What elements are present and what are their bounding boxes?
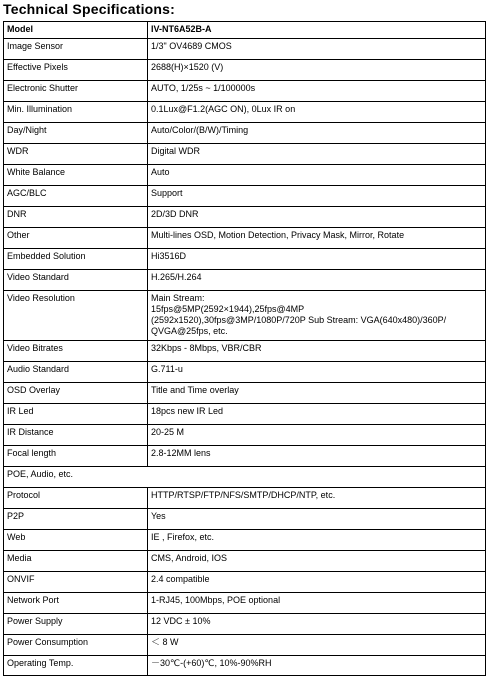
spec-label: Image Sensor — [4, 39, 148, 60]
spec-label: Video Resolution — [4, 291, 148, 341]
spec-label: Network Port — [4, 593, 148, 614]
spec-row — [4, 425, 486, 446]
spec-value: IV-NT6A52B-A — [148, 22, 486, 39]
spec-value: Auto — [148, 165, 486, 186]
spec-row — [4, 207, 486, 228]
spec-row — [4, 60, 486, 81]
spec-row — [4, 572, 486, 593]
spec-row — [4, 102, 486, 123]
spec-label: Video Bitrates — [4, 341, 148, 362]
spec-row — [4, 291, 486, 341]
spec-label: Other — [4, 228, 148, 249]
spec-row — [4, 249, 486, 270]
spec-value: Yes — [148, 509, 486, 530]
spec-value: CMS, Android, IOS — [148, 551, 486, 572]
spec-value: 2D/3D DNR — [148, 207, 486, 228]
spec-row — [4, 383, 486, 404]
spec-row — [4, 81, 486, 102]
spec-row — [4, 530, 486, 551]
spec-value: 2688(H)×1520 (V) — [148, 60, 486, 81]
spec-row — [4, 551, 486, 572]
spec-value: Hi3516D — [148, 249, 486, 270]
spec-row — [4, 123, 486, 144]
spec-row — [4, 186, 486, 207]
spec-row — [4, 488, 486, 509]
spec-label: Focal length — [4, 446, 148, 467]
spec-label: IR Distance — [4, 425, 148, 446]
spec-value: 1/3" OV4689 CMOS — [148, 39, 486, 60]
spec-value: 32Kbps - 8Mbps, VBR/CBR — [148, 341, 486, 362]
spec-row — [4, 228, 486, 249]
spec-value: Digital WDR — [148, 144, 486, 165]
spec-value: Support — [148, 186, 486, 207]
page-title: Technical Specifications: — [3, 1, 176, 17]
spec-value: 18pcs new IR Led — [148, 404, 486, 425]
spec-value: Auto/Color/(B/W)/Timing — [148, 123, 486, 144]
spec-row — [4, 656, 486, 676]
spec-label: Power Supply — [4, 614, 148, 635]
spec-label: Power Consumption — [4, 635, 148, 656]
spec-value: IE , Firefox, etc. — [148, 530, 486, 551]
spec-row — [4, 341, 486, 362]
spec-label: WDR — [4, 144, 148, 165]
spec-value: 2.4 compatible — [148, 572, 486, 593]
spec-row — [4, 446, 486, 467]
spec-value: G.711-u — [148, 362, 486, 383]
spec-row — [4, 404, 486, 425]
spec-label: DNR — [4, 207, 148, 228]
spec-row — [4, 144, 486, 165]
spec-value: 12 VDC ± 10% — [148, 614, 486, 635]
spec-label: Day/Night — [4, 123, 148, 144]
spec-value: ＜ 8 W — [148, 635, 486, 656]
spec-row — [4, 362, 486, 383]
spec-table — [3, 21, 486, 676]
spec-row — [4, 635, 486, 656]
spec-label: Min. Illumination — [4, 102, 148, 123]
spec-label: Protocol — [4, 488, 148, 509]
spec-value: Multi-lines OSD, Motion Detection, Privacy Mask, Mirror, Rotate — [148, 228, 486, 249]
spec-row — [4, 22, 486, 39]
spec-row — [4, 270, 486, 291]
spec-label: POE, Audio, etc. — [4, 467, 486, 488]
spec-value: Title and Time overlay — [148, 383, 486, 404]
spec-value: Main Stream: 15fps@5MP(2592×1944),25fps@4MP (2592x1520),30fps@3MP/1080P/720P Sub Stream: VGA(640x480)/360P/ QVGA@25fps, etc. — [148, 291, 486, 341]
spec-row — [4, 593, 486, 614]
spec-value: HTTP/RTSP/FTP/NFS/SMTP/DHCP/NTP, etc. — [148, 488, 486, 509]
spec-value: 2.8-12MM lens — [148, 446, 486, 467]
spec-label: OSD Overlay — [4, 383, 148, 404]
spec-row — [4, 467, 486, 488]
spec-label: P2P — [4, 509, 148, 530]
spec-label: Effective Pixels — [4, 60, 148, 81]
spec-label: White Balance — [4, 165, 148, 186]
spec-label: Media — [4, 551, 148, 572]
spec-value: H.265/H.264 — [148, 270, 486, 291]
spec-value: 20-25 M — [148, 425, 486, 446]
spec-value: －30℃-(+60)℃, 10%-90%RH — [148, 656, 486, 676]
spec-row — [4, 39, 486, 60]
spec-value: AUTO, 1/25s ~ 1/100000s — [148, 81, 486, 102]
spec-label: Operating Temp. — [4, 656, 148, 676]
spec-label: Audio Standard — [4, 362, 148, 383]
spec-label: Video Standard — [4, 270, 148, 291]
spec-label: Web — [4, 530, 148, 551]
spec-label: ONVIF — [4, 572, 148, 593]
spec-row — [4, 509, 486, 530]
spec-label: Embedded Solution — [4, 249, 148, 270]
spec-value: 0.1Lux@F1.2(AGC ON), 0Lux IR on — [148, 102, 486, 123]
spec-label: Model — [4, 22, 148, 39]
spec-label: AGC/BLC — [4, 186, 148, 207]
spec-value: 1-RJ45, 100Mbps, POE optional — [148, 593, 486, 614]
spec-label: IR Led — [4, 404, 148, 425]
spec-row — [4, 165, 486, 186]
spec-row — [4, 614, 486, 635]
spec-label: Electronic Shutter — [4, 81, 148, 102]
